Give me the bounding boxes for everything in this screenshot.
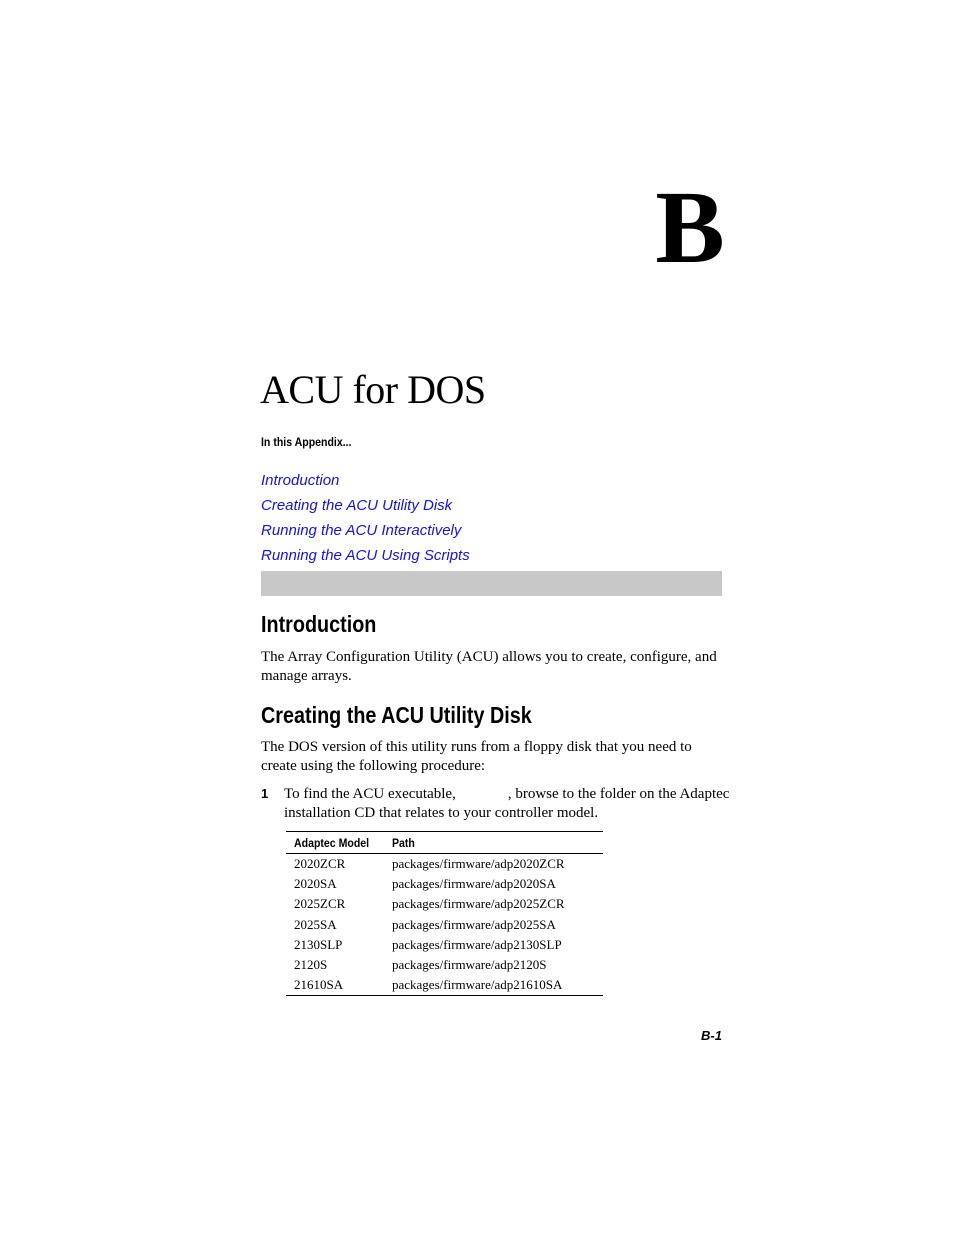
path-cell: packages/firmware/adp2025ZCR (392, 896, 565, 912)
toc-heading: In this Appendix... (261, 435, 352, 449)
chapter-letter: B (655, 170, 725, 285)
model-cell: 2130SLP (294, 936, 343, 952)
introduction-paragraph: The Array Configuration Utility (ACU) allows you to create, configure, and manage arrays. (261, 649, 717, 684)
step-text-after: , browse to the folder on the Adaptec installation CD that relates to your controller model. (284, 786, 730, 821)
path-cell: packages/firmware/adp2020ZCR (392, 856, 565, 872)
table-row (286, 955, 603, 975)
path-cell: packages/firmware/adp2025SA (392, 916, 556, 932)
table-header-row (286, 832, 603, 854)
section-divider-bar (261, 571, 722, 596)
step-text-before: To find the ACU executable, (284, 786, 456, 802)
toc-link-creating-disk[interactable]: Creating the ACU Utility Disk (261, 497, 453, 514)
table-row (286, 894, 603, 914)
model-cell: 21610SA (294, 977, 344, 993)
toc-list (261, 470, 470, 570)
toc-item-running-scripts (261, 545, 470, 570)
toc-link-running-scripts[interactable]: Running the ACU Using Scripts (261, 547, 470, 564)
model-cell: 2025ZCR (294, 896, 346, 912)
introduction-heading: Introduction (261, 611, 377, 637)
toc-item-running-interactively (261, 520, 470, 545)
table-row (286, 935, 603, 955)
creating-disk-paragraph: The DOS version of this utility runs from a floppy disk that you need to create using the following procedure: (261, 739, 692, 774)
table-row (286, 854, 603, 875)
table-row (286, 915, 603, 935)
page-title: ACU for DOS (260, 367, 486, 412)
step-number: 1 (261, 786, 269, 801)
toc-link-introduction[interactable]: Introduction (261, 472, 340, 489)
path-cell: packages/firmware/adp2130SLP (392, 936, 562, 952)
path-cell: packages/firmware/adp2020SA (392, 876, 556, 892)
model-path-table (286, 831, 603, 996)
model-cell: 2020ZCR (294, 856, 346, 872)
path-cell: packages/firmware/adp21610SA (392, 977, 563, 993)
path-cell: packages/firmware/adp2120S (392, 957, 547, 973)
table-row (286, 874, 603, 894)
page-number: B-1 (701, 1028, 722, 1043)
model-cell: 2120S (294, 957, 328, 973)
model-cell: 2025SA (294, 916, 337, 932)
toc-item-creating-disk (261, 495, 470, 520)
step-text (284, 785, 732, 822)
toc-link-running-interactively[interactable]: Running the ACU Interactively (261, 522, 462, 539)
model-cell: 2020SA (294, 876, 337, 892)
creating-disk-heading: Creating the ACU Utility Disk (261, 702, 532, 728)
header-adaptec-model: Adaptec Model (286, 832, 384, 854)
table-row (286, 975, 603, 996)
header-path: Path (384, 832, 603, 854)
toc-item-introduction (261, 470, 470, 495)
